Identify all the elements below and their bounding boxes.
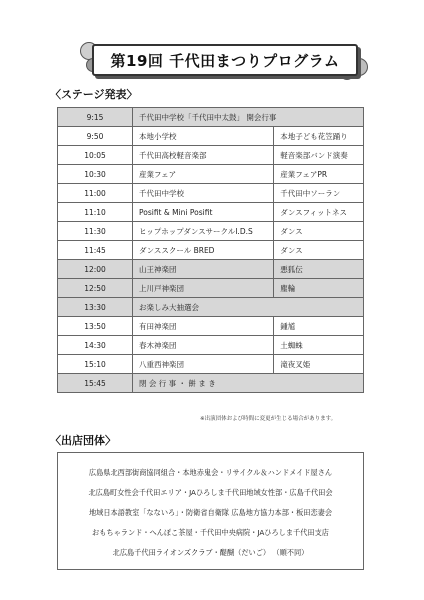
table-row — [58, 184, 364, 203]
table-row — [58, 298, 364, 317]
performer-cell: 有田神楽団 — [133, 317, 274, 336]
time-cell: 11:30 — [58, 222, 133, 241]
performer-cell: 春木神楽団 — [133, 336, 274, 355]
act-cell: 土蜘蛛 — [274, 336, 364, 355]
act-cell: 産業フェアPR — [274, 165, 364, 184]
table-row — [58, 279, 364, 298]
act-cell: 千代田中ソーラン — [274, 184, 364, 203]
table-row — [58, 374, 364, 393]
performer-cell: 山王神楽団 — [133, 260, 274, 279]
act-cell: ダンスフィットネス — [274, 203, 364, 222]
performer-cell: 閉 会 行 事 ・ 餅 ま き — [133, 374, 364, 393]
table-row — [58, 108, 364, 127]
exhibitor-line: 北広島町女性会千代田エリア・JAひろしま千代田地域女性部・広島千代田会 — [88, 488, 333, 497]
table-row — [58, 260, 364, 279]
time-cell: 11:10 — [58, 203, 133, 222]
stage-heading: 〈ステージ発表〉 — [50, 88, 138, 101]
performer-cell: お楽しみ大抽選会 — [133, 298, 364, 317]
table-row — [58, 317, 364, 336]
time-cell: 10:30 — [58, 165, 133, 184]
performer-cell: 産業フェア — [133, 165, 274, 184]
table-row — [58, 165, 364, 184]
time-cell: 15:10 — [58, 355, 133, 374]
time-cell: 13:50 — [58, 317, 133, 336]
exhibitor-line: 地域日本語教室「なないろ」・防衛省自衛隊 広島地方協力本部・板田恋妻会 — [88, 508, 333, 517]
act-cell: 本地子ども花笠踊り — [274, 127, 364, 146]
performer-cell: 本地小学校 — [133, 127, 274, 146]
exhibitors-box — [57, 452, 364, 570]
performer-cell: 千代田中学校「千代田中太鼓」 開会行事 — [133, 108, 364, 127]
table-row — [58, 146, 364, 165]
time-cell: 14:30 — [58, 336, 133, 355]
act-cell: 塵輪 — [274, 279, 364, 298]
performer-cell: 千代田高校軽音楽部 — [133, 146, 274, 165]
time-cell: 15:45 — [58, 374, 133, 393]
performer-cell: 上川戸神楽団 — [133, 279, 274, 298]
performer-cell: ダンススクール BRED — [133, 241, 274, 260]
time-cell: 11:45 — [58, 241, 133, 260]
performer-cell: 千代田中学校 — [133, 184, 274, 203]
schedule-note: ※出演団体および時間に変更が生じる場合があります。 — [200, 416, 337, 422]
table-row — [58, 127, 364, 146]
performer-cell: 八重西神楽団 — [133, 355, 274, 374]
time-cell: 9:50 — [58, 127, 133, 146]
time-cell: 12:50 — [58, 279, 133, 298]
title-banner — [92, 44, 358, 76]
exhibitor-line: 北広島千代田ライオンズクラブ・醍醐（だいご） （順不同） — [112, 548, 309, 557]
act-cell: 軽音楽部バンド演奏 — [274, 146, 364, 165]
time-cell: 10:05 — [58, 146, 133, 165]
act-cell: 鍾馗 — [274, 317, 364, 336]
table-row — [58, 336, 364, 355]
table-row — [58, 222, 364, 241]
time-cell: 11:00 — [58, 184, 133, 203]
table-row — [58, 203, 364, 222]
performer-cell: Posifit & Mini Posifit — [133, 203, 274, 222]
exhibitors-heading: 〈出店団体〉 — [50, 434, 116, 447]
act-cell: 悪狐伝 — [274, 260, 364, 279]
stage-schedule-table — [57, 107, 364, 393]
exhibitor-line: 広島県北西部街商協同組合・本地赤鬼会・リサイクル＆ハンドメイド屋さん — [88, 468, 333, 477]
act-cell: 滝夜叉姫 — [274, 355, 364, 374]
time-cell: 9:15 — [58, 108, 133, 127]
exhibitor-line: おもちゃランド・へんぽこ茶屋・千代田中央病院・JAひろしま千代田支店 — [92, 528, 329, 537]
page-title: 第19回 千代田まつりプログラム — [110, 51, 340, 70]
act-cell: ダンス — [274, 241, 364, 260]
time-cell: 13:30 — [58, 298, 133, 317]
performer-cell: ヒップホップダンスサークルI.D.S — [133, 222, 274, 241]
act-cell: ダンス — [274, 222, 364, 241]
time-cell: 12:00 — [58, 260, 133, 279]
table-row — [58, 241, 364, 260]
table-row — [58, 355, 364, 374]
